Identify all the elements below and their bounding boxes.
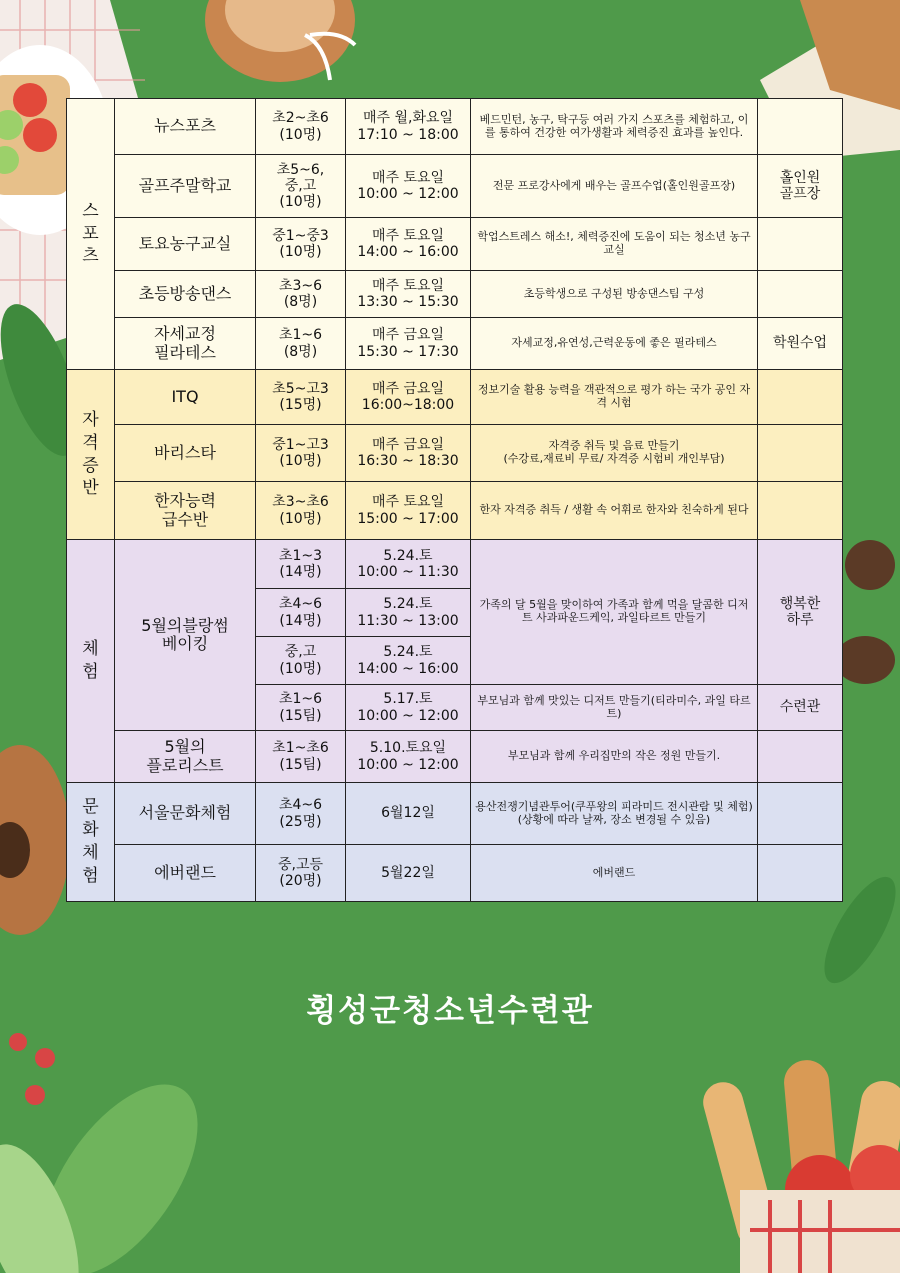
table-row	[67, 845, 843, 902]
program-note	[758, 731, 843, 783]
program-note	[758, 845, 843, 902]
program-name: 5월의 플로리스트	[115, 731, 256, 783]
program-note: 수련관	[758, 685, 843, 731]
table-row	[67, 99, 843, 155]
program-time: 5.24.토 10:00 ~ 11:30	[346, 540, 471, 589]
program-note	[758, 425, 843, 482]
program-time: 5.10.토요일 10:00 ~ 12:00	[346, 731, 471, 783]
program-desc: 자세교정,유연성,근력운동에 좋은 필라테스	[471, 318, 758, 370]
program-note: 홀인원 골프장	[758, 155, 843, 218]
program-target: 초5~고3 (15명)	[256, 370, 346, 425]
program-target: 중1~중3 (10명)	[256, 218, 346, 271]
program-time: 매주 토요일 14:00 ~ 16:00	[346, 218, 471, 271]
table-row	[67, 783, 843, 845]
program-time: 6월12일	[346, 783, 471, 845]
program-target: 초2~초6 (10명)	[256, 99, 346, 155]
program-target: 초4~6 (25명)	[256, 783, 346, 845]
table-row	[67, 482, 843, 540]
program-name: 바리스타	[115, 425, 256, 482]
table-row	[67, 540, 843, 589]
program-target: 초3~6 (8명)	[256, 271, 346, 318]
program-time: 5월22일	[346, 845, 471, 902]
program-target: 초1~6 (15팀)	[256, 685, 346, 731]
program-note	[758, 218, 843, 271]
program-note	[758, 783, 843, 845]
program-time: 5.24.토 14:00 ~ 16:00	[346, 637, 471, 685]
program-target: 초4~6 (14명)	[256, 589, 346, 637]
program-time: 매주 토요일 13:30 ~ 15:30	[346, 271, 471, 318]
program-name: 토요농구교실	[115, 218, 256, 271]
program-time: 5.17.토 10:00 ~ 12:00	[346, 685, 471, 731]
program-name: 골프주말학교	[115, 155, 256, 218]
program-note: 행복한 하루	[758, 540, 843, 685]
table-row	[67, 155, 843, 218]
program-target: 초1~초6 (15팀)	[256, 731, 346, 783]
program-time: 매주 금요일 16:00~18:00	[346, 370, 471, 425]
program-name: 5월의블랑썸 베이킹	[115, 540, 256, 731]
section-exp: 체험	[67, 540, 115, 783]
program-note	[758, 370, 843, 425]
program-desc: 용산전쟁기념관투어(쿠푸왕의 피라미드 전시관람 및 체험)(상황에 따라 날짜, 장소 변경될 수 있음)	[471, 783, 758, 845]
program-target: 중1~고3 (10명)	[256, 425, 346, 482]
program-note	[758, 99, 843, 155]
table-row	[67, 731, 843, 783]
program-desc: 초등학생으로 구성된 방송댄스팀 구성	[471, 271, 758, 318]
program-desc: 부모님과 함께 우리집만의 작은 정원 만들기.	[471, 731, 758, 783]
table-row	[67, 318, 843, 370]
section-cert: 자격증반	[67, 370, 115, 540]
program-name: ITQ	[115, 370, 256, 425]
program-name: 한자능력 급수반	[115, 482, 256, 540]
program-name: 자세교정 필라테스	[115, 318, 256, 370]
program-name: 뉴스포츠	[115, 99, 256, 155]
table-row	[67, 370, 843, 425]
program-target: 초3~초6 (10명)	[256, 482, 346, 540]
program-target: 중,고등 (20명)	[256, 845, 346, 902]
program-desc: 정보기술 활용 능력을 객관적으로 평가 하는 국가 공인 자격 시험	[471, 370, 758, 425]
organization-title: 횡성군청소년수련관	[306, 993, 594, 1029]
program-target: 중,고 (10명)	[256, 637, 346, 685]
program-target: 초1~6 (8명)	[256, 318, 346, 370]
program-time: 매주 토요일 10:00 ~ 12:00	[346, 155, 471, 218]
program-target: 초1~3 (14명)	[256, 540, 346, 589]
program-desc: 학업스트레스 해소!, 체력증진에 도움이 되는 청소년 농구교실	[471, 218, 758, 271]
table-row	[67, 218, 843, 271]
table-row	[67, 271, 843, 318]
program-desc: 에버랜드	[471, 845, 758, 902]
program-desc: 가족의 달 5월을 맞이하여 가족과 함께 먹을 달콤한 디저트 사과파운드케익, 과일타르트 만들기	[471, 540, 758, 685]
program-time: 매주 토요일 15:00 ~ 17:00	[346, 482, 471, 540]
program-desc: 한자 자격증 취득 / 생활 속 어휘로 한자와 친숙하게 된다	[471, 482, 758, 540]
program-note: 학원수업	[758, 318, 843, 370]
program-desc: 자격증 취득 및 음료 만들기 (수강료,재료비 무료/ 자격증 시험비 개인부담)	[471, 425, 758, 482]
program-desc: 전문 프로강사에게 배우는 골프수업(홀인원골프장)	[471, 155, 758, 218]
program-note	[758, 482, 843, 540]
program-time: 5.24.토 11:30 ~ 13:00	[346, 589, 471, 637]
section-sports: 스포츠	[67, 99, 115, 370]
program-note	[758, 271, 843, 318]
program-time: 매주 금요일 16:30 ~ 18:30	[346, 425, 471, 482]
program-desc: 베드민턴, 농구, 탁구등 여러 가지 스포츠를 체험하고, 이를 통하여 건강한 여가생활과 체력증진 효과를 높인다.	[471, 99, 758, 155]
program-desc: 부모님과 함께 맛있는 디저트 만들기(티라미수, 과일 타르트)	[471, 685, 758, 731]
program-schedule-table	[66, 98, 843, 902]
program-time: 매주 월,화요일 17:10 ~ 18:00	[346, 99, 471, 155]
program-target: 초5~6, 중,고 (10명)	[256, 155, 346, 218]
table-row	[67, 425, 843, 482]
program-time: 매주 금요일 15:30 ~ 17:30	[346, 318, 471, 370]
program-name: 초등방송댄스	[115, 271, 256, 318]
program-name: 에버랜드	[115, 845, 256, 902]
section-culture: 문화체험	[67, 783, 115, 902]
program-name: 서울문화체험	[115, 783, 256, 845]
